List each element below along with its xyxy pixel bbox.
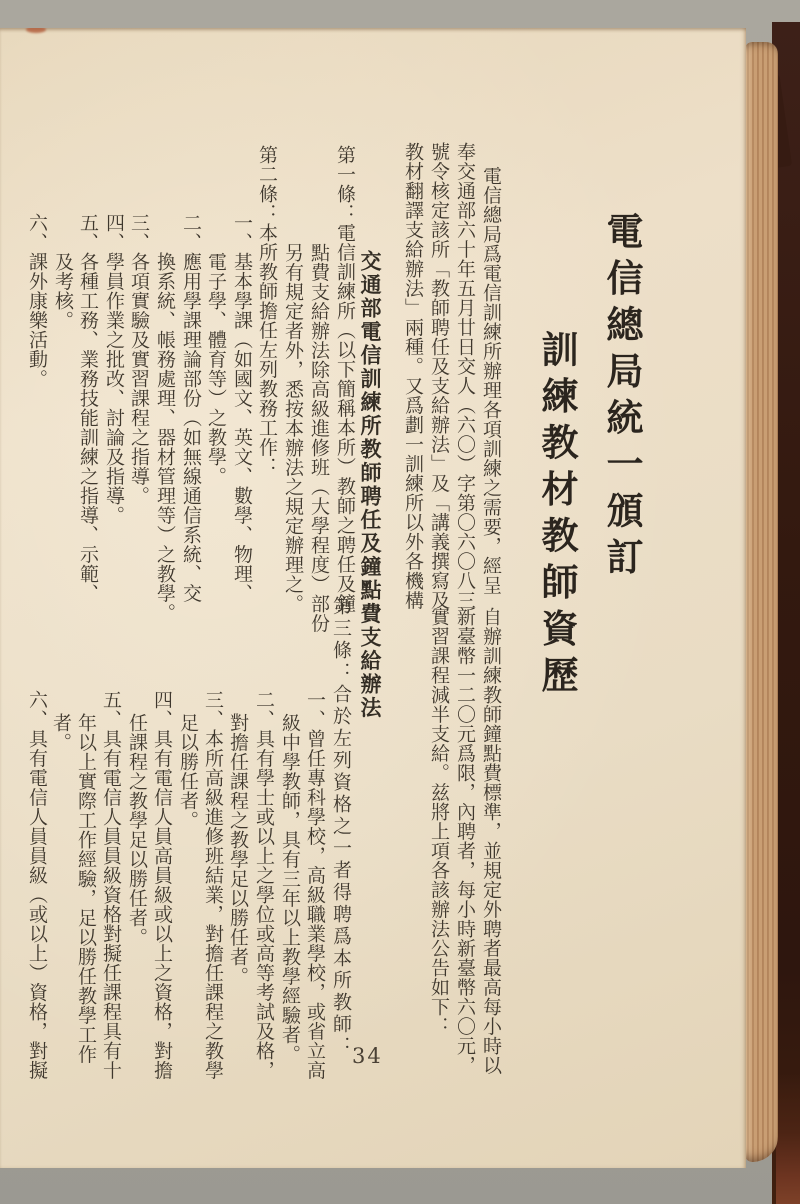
article1-column: 另有規定者外，悉按本辦法之規定辦理之。 [282,243,304,614]
article2-column: 四、學員作業之批改、討論及指導。 [103,213,125,525]
article3-column: 對擔任課程之教學足以勝任者。 [227,713,249,986]
intro-column: 新臺幣一二〇元爲限，內聘者，每小時新臺幣六〇元， [454,607,476,1075]
article3-column: 一、曾任專科學校，高級職業學校，或省立高 [304,690,326,1080]
article2-column: 二、應用學課理論部份（如無線通信系統、交 [180,213,202,603]
article3-column: 級中學教師，具有三年以上教學經驗者。 [279,713,301,1064]
article3-column: 足以勝任者。 [177,713,199,830]
article2-column: 一、基本學課（如國文、英文、數學、物理、 [231,213,253,603]
article2-column: 換系統、帳務處理、器材管理等）之教學。 [154,252,176,623]
section-heading: 交通部電信訓練所教師聘任及鐘點費支給辦法 [358,250,383,720]
article1-column: 點費支給辦法除高級進修班（大學程度）部份 [308,243,330,633]
article3-column: 三、本所高級進修班結業，對擔任課程之教學 [202,690,224,1080]
article3-column: 者。 [50,713,72,752]
article3-column: 五、具有電信人員員級資格對擬任課程具有十 [100,690,122,1080]
article2-column: 六、課外康樂活動。 [26,213,48,389]
document-title-line-1: 電信總局統一頒訂 [600,212,644,584]
intro-column: 自辦訓練教師鐘點費標準，並規定外聘者最高每小時以 [480,607,502,1075]
article3-column: 第三條：合於左列資格之一者得聘爲本所教師： [330,596,352,1058]
article3-column: 年以上實際工作經驗，足以勝任教學工作 [75,713,97,1064]
article2-column: 電子學、體育等）之教學。 [205,252,227,486]
intro-column: 奉交通部六十年五月廿日交人（六〇）字第〇六〇八三 [454,142,476,610]
article3-column: 四、具有電信人員高員級或以上之資格，對擔 [151,690,173,1080]
book-page [0,28,746,1168]
page-stack-fore-edge [744,42,778,1162]
document-title-line-2: 訓練教材教師資歷 [535,330,579,702]
article3-column: 六、具有電信人員員級（或以上）資格，對擬 [26,690,48,1080]
article2-column: 五、各種工務、業務技能訓練之指導、示範、 [77,213,99,603]
page-number: 34 [352,1044,383,1068]
article2-column: 三、各項實驗及實習課程之指導。 [128,213,150,506]
page-stain [26,28,46,33]
article1-column: 第一條：電信訓練所（以下簡稱本所）教師之聘任及鐘 [334,145,356,613]
article2-column: 及考核。 [52,252,74,330]
article3-column: 二、具有學士或以上之學位或高等考試及格， [253,690,275,1080]
intro-column: 實習課程減半支給。兹將上項各該辦法公告如下： [428,607,450,1036]
intro-column: 號令核定該所「教師聘任及支給辦法」及「講義撰寫及 [428,142,450,610]
article3-column: 任課程之教學足以勝任者。 [126,713,148,947]
intro-column: 電信總局爲電信訓練所辦理各項訓練之需要，經呈 [480,166,502,595]
book-cover-bottom-corner [776,1074,800,1204]
intro-column: 教材翻譯支給辦法」兩種。又爲劃一訓練所以外各機構 [402,142,424,610]
article2-column: 第二條：本所教師擔任左列教務工作： [256,145,278,477]
